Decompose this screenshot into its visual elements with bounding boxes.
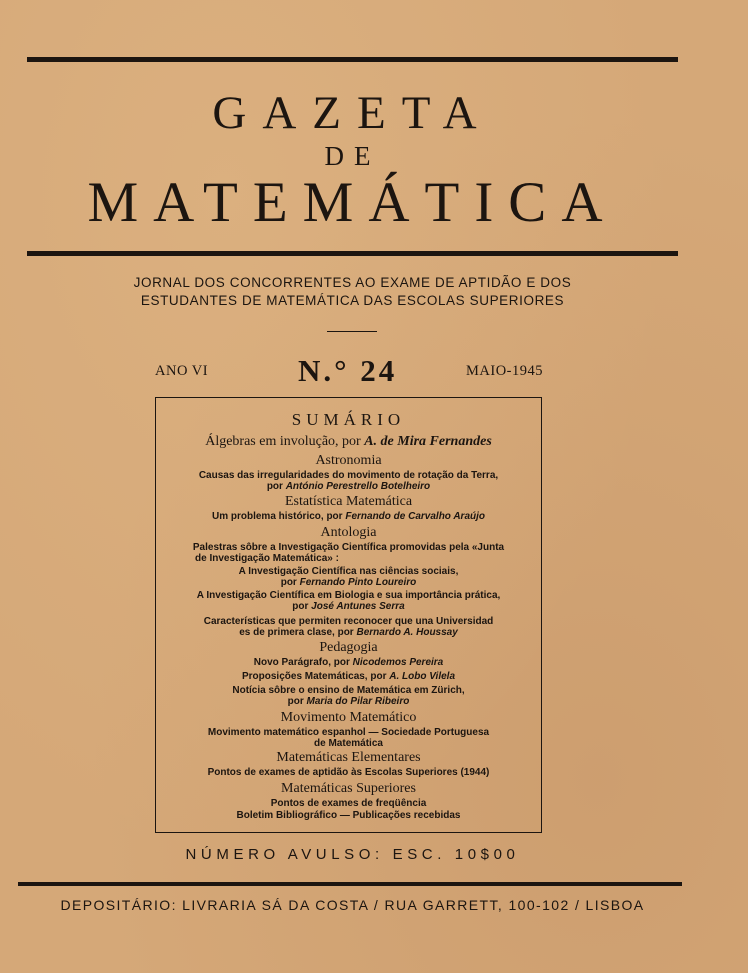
summary-entry: Causas das irregularidades do movimento de rotação da Terra, xyxy=(198,470,499,481)
price-line: NÚMERO AVULSO: ESC. 10$00 xyxy=(185,846,520,863)
section-antologia: Antologia xyxy=(320,525,377,540)
depositario-line: DEPOSITÁRIO: LIVRARIA SÁ DA COSTA / RUA GARRETT, 100-102 / LISBOA xyxy=(60,897,645,913)
issue-number: N.° 24 xyxy=(298,353,398,388)
summary-lead: Álgebras em involução, por A. de Mira Fernandes xyxy=(205,434,492,449)
subtitle-line-2: ESTUDANTES DE MATEMÁTICA DAS ESCOLAS SUPERIORES xyxy=(140,293,565,308)
section-movimento: Movimento Matemático xyxy=(280,710,417,725)
top-rule xyxy=(27,57,678,62)
bottom-rule xyxy=(18,882,682,886)
summary-entry: por Fernando Pinto Loureiro xyxy=(280,577,417,588)
summary-entry: Características que permiten reconocer que una Universidad xyxy=(203,616,494,627)
section-pedagogia: Pedagogia xyxy=(319,640,378,655)
summary-entry: A Investigação Científica em Biologia e sua importância prática, xyxy=(196,590,501,601)
summary-entry: Movimento matemático espanhol — Sociedade Portuguesa xyxy=(207,727,490,738)
summary-entry: es de primera clase, por Bernardo A. Houssay xyxy=(239,627,458,638)
summary-entry: Pontos de exames de freqüência xyxy=(270,798,427,809)
summary-entry: por António Perestrello Botelheiro xyxy=(266,481,431,492)
summary-entry: de Investigação Matemática» : xyxy=(195,553,339,564)
section-estatistica: Estatística Matemática xyxy=(284,494,413,509)
summary-entry: por José Antunes Serra xyxy=(292,601,405,612)
summary-entry: Novo Parágrafo, por Nicodemos Pereira xyxy=(253,657,444,668)
summary-entry: Palestras sôbre a Investigação Científica promovidas pela «Junta xyxy=(192,542,505,553)
masthead-de: DE xyxy=(324,141,381,171)
summary-entry: Notícia sôbre o ensino de Matemática em Zürich, xyxy=(232,685,465,696)
masthead-gazeta: GAZETA xyxy=(212,87,493,139)
summary-title: SUMÁRIO xyxy=(291,410,406,429)
masthead-matematica: MATEMÁTICA xyxy=(87,171,618,234)
summary-entry: por Maria do Pilar Ribeiro xyxy=(287,696,410,707)
summary-entry: Boletim Bibliográfico — Publicações recebidas xyxy=(236,810,461,821)
summary-entry: Um problema histórico, por Fernando de Carvalho Araújo xyxy=(211,511,485,522)
section-elementares: Matemáticas Elementares xyxy=(276,750,421,765)
summary-entry: Proposições Matemáticas, por A. Lobo Vilela xyxy=(241,671,456,682)
section-superiores: Matemáticas Superiores xyxy=(281,781,416,796)
masthead-rule xyxy=(27,251,678,256)
issue-year: ANO VI xyxy=(155,363,209,379)
summary-entry: de Matemática xyxy=(314,738,383,749)
divider xyxy=(327,331,377,332)
summary-entry: Pontos de exames de aptidão às Escolas Superiores (1944) xyxy=(207,767,490,778)
issue-date: MAIO-1945 xyxy=(466,363,543,379)
summary-entry: A Investigação Científica nas ciências sociais, xyxy=(238,566,459,577)
subtitle-line-1: JORNAL DOS CONCORRENTES AO EXAME DE APTIDÃO E DOS xyxy=(133,275,572,290)
section-astronomia: Astronomia xyxy=(315,453,382,468)
